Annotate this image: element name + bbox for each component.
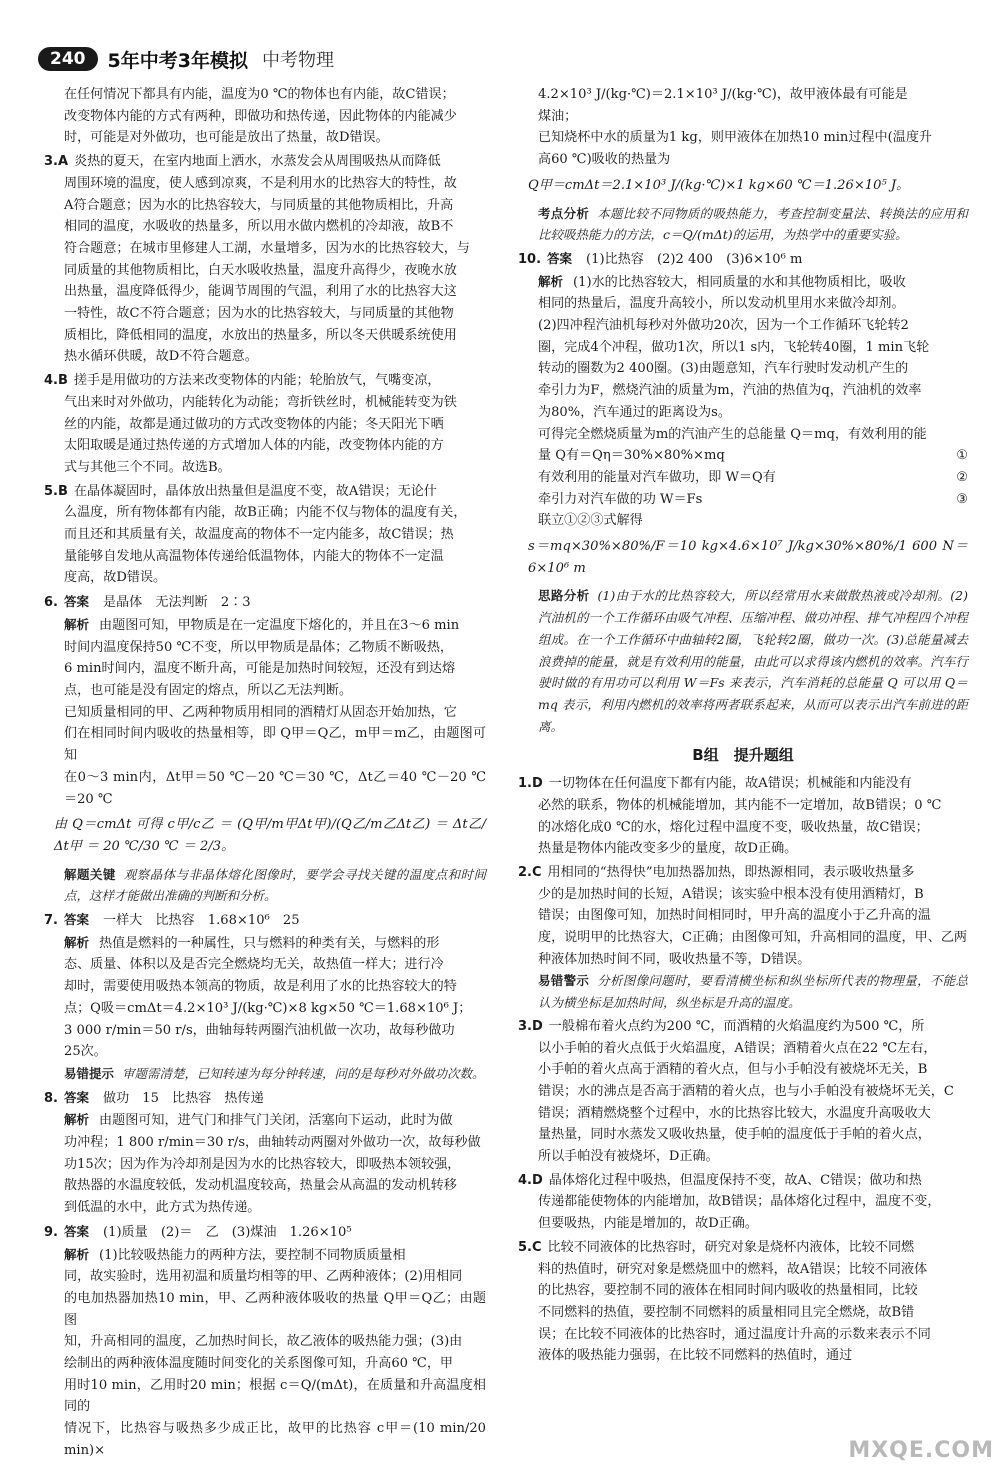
- text-line: 出热量，温度降低得少，能调节周围的气温，利用了水的比热容大这: [64, 284, 457, 300]
- text-line: 联立①②③式解得: [538, 513, 643, 529]
- text-line: 25次。: [64, 1044, 107, 1060]
- text-line: 错误；酒精燃烧整个过程中，水的比热容比较大，水温度升高吸收大: [538, 1105, 931, 1121]
- equation-mark: ①: [956, 448, 968, 464]
- answer-6: [44, 591, 486, 907]
- text-line: 晶体熔化过程中吸热，但温度保持不变，故A、C错误；做功和热: [548, 1172, 922, 1188]
- answer-number: 8.: [44, 1090, 58, 1106]
- text-line: 质相比，降低相同的温度，水放出的热量多，所以冬天供暖系统使用: [64, 327, 457, 343]
- text-line: 绘制出的两种液体温度随时间变化的关系图像可知，升高60 ℃，甲: [64, 1356, 454, 1372]
- text-line: 点，也可能是没有固定的熔点，所以乙无法判断。: [64, 682, 353, 698]
- answer-number: 10.: [518, 251, 542, 267]
- answer-value: (1)比热容 (2)2 400 (3)6×10⁶ m: [586, 251, 803, 267]
- answer-number: 6.: [44, 595, 58, 611]
- text-line: 由题图可知，进气门和排气门关闭，活塞向下运动，此时为做: [99, 1113, 453, 1129]
- answer-number: 2.C: [518, 864, 542, 880]
- answer-number: 7.: [44, 913, 58, 929]
- left-column: [44, 84, 486, 1458]
- text-line: 一特性，故C不符合题意；因为水的比热容较大，与同质量的其他物: [64, 306, 454, 322]
- text-line: (1)水的比热容较大，相同质量的水和其他物质相比，吸收: [573, 274, 906, 290]
- text-line: 点；Q吸＝cmΔt＝4.2×10³ J/(kg·℃)×8 kg×50 ℃＝1.68×10⁶ J；: [64, 1000, 472, 1016]
- text-line: 同，故实验时，选用初温和质量均相等的甲、乙两种液体；(2)用相同: [64, 1269, 463, 1285]
- text-line: 而且还和其质量有关，故温度高的物体不一定内能多，故C错误；热: [64, 527, 454, 543]
- text-line: 气出来时对外做功，内能转化为动能；弯折铁丝时，机械能转变为铁: [64, 394, 457, 410]
- analysis-tag: 解析: [64, 1112, 90, 1128]
- text-line: 在晶体凝固时，晶体放出热量但是温度不变，故A错误；无论什: [73, 483, 437, 499]
- text-line: 已知质量相同的甲、乙两种物质用相同的酒精灯从固态开始加热，它: [64, 704, 457, 720]
- text-line: 为80%，汽车通过的距离设为s。: [538, 404, 731, 420]
- text-line: 煤油；: [538, 108, 578, 124]
- note-tag: 易错警示: [538, 973, 590, 989]
- text-line: 在任何情况下都具有内能，温度为0 ℃的物体也有内能，故C错误；: [64, 87, 455, 102]
- equation-row: [518, 467, 968, 489]
- answer-b1: [518, 773, 968, 860]
- text-line: 小手帕的着火点高于酒精的着火点，但与小手帕没有被烧坏无关，B: [538, 1062, 928, 1078]
- equation-row: [518, 445, 968, 467]
- text-line: (2)四冲程汽油机每秒对外做功20次，因为一个工作循环飞轮转2: [538, 318, 909, 334]
- note-tag: 考点分析: [538, 205, 590, 221]
- text-line: 度高，故D错误。: [64, 570, 167, 586]
- text-line: 却时，需要使用吸热本领高的物质，故是利用了水的比热容较大的特: [64, 979, 457, 995]
- text-line: A符合题意；因为水的比热容较大，与同质量的其他物质相比，升高: [64, 197, 454, 213]
- text-line: 所以手帕没有被烧坏，D正确。: [538, 1149, 719, 1165]
- text-line: 种液体加热时间不同，吸收热量不等，D错误。: [538, 951, 811, 967]
- text-line: 搓手是用做功的方法来改变物体的内能；轮胎放气，气嘴变凉，: [73, 373, 441, 389]
- text-line: 3 000 r/min＝50 r/s，曲轴每转两圈汽油机做一次功，故每秒做功: [64, 1022, 455, 1038]
- note-text: 本题比较不同物质的吸热能力，考查控制变量法、转换法的应用和比较吸热能力的方法，c＝Q/(mΔt)的运用，为热学中的重要实验。: [538, 205, 968, 243]
- answer-tag: 答案: [63, 1089, 89, 1105]
- answer-value: 是晶体 无法判断 2∶3: [103, 595, 251, 611]
- page-header: [38, 44, 334, 74]
- text-line: 转动的圈数为2 400圈。(3)由题意知，汽车行驶时发动机产生的: [538, 361, 909, 377]
- text-line: 同质量的其他物质相比，白天水吸收热量，温度升高得少，夜晚水放: [64, 262, 457, 278]
- analysis-tag: 解析: [64, 616, 90, 632]
- text-line: 用时10 min，乙用时20 min；根据 c＝Q/(mΔt)，在质量和升高温度相同的: [64, 1377, 486, 1415]
- text-line: 4.2×10³ J/(kg·℃)＝2.1×10³ J/(kg·℃)，故甲液体最有可能是: [538, 87, 908, 102]
- text-line: 少的是加热时间的长短，A错误；该实验中根本没有使用酒精灯，B: [538, 886, 924, 902]
- analysis-tag: 解析: [64, 934, 90, 950]
- equation-text: 量 Q有＝Qη＝30%×80%×mq: [538, 448, 725, 464]
- text-line: 热值是燃料的一种属性，只与燃料的种类有关，与燃料的形: [99, 935, 440, 951]
- answer-tag: 答案: [63, 594, 89, 610]
- note-text: 审题需清楚，已知转速为每分钟转速，问的是每秒对外做功次数。: [122, 1065, 485, 1081]
- text-line: 相同的热量后，温度升高较小，所以发动机里用水来做冷却剂。: [538, 296, 905, 312]
- answer-number: 4.D: [518, 1172, 543, 1188]
- answer-tag: 答案: [547, 250, 573, 266]
- text-line: 符合题意；在城市里修建人工湖，水量增多，因为水的比热容较大，与: [64, 240, 470, 256]
- text-line: 改变物体内能的方式有两种，即做功和热传递，因此物体的内能减少: [64, 108, 457, 124]
- answer-tag: 答案: [63, 1223, 89, 1239]
- text-line: (1)比较吸热能力的两种方法，要控制不同物质质量相: [99, 1247, 406, 1263]
- answer-value: 一样大 比热容 1.68×10⁶ 25: [103, 913, 300, 929]
- text-line: 相同的温度，水吸收的热量多，所以用水做内燃机的冷却液，故B不: [64, 219, 454, 235]
- text-line: 量能够自发地从高温物体传递给低温物体，内能大的物体不一定温: [64, 548, 444, 564]
- text-line: 已知烧杯中水的质量为1 kg，则甲液体在加热10 min过程中(温度升: [538, 130, 933, 146]
- text-line: 散热器的水温度较低，发动机温度较高，热量会从高温的发动机转移: [64, 1178, 457, 1194]
- intro-block: [44, 84, 486, 149]
- answer-8: [44, 1087, 486, 1219]
- text-line: 度，说明甲的比热容大，C正确；由图像可知，升高相同的温度，甲、乙两: [538, 930, 968, 946]
- formula: 由 Q＝cmΔt 可得 c甲/c乙 ＝ (Q甲/m甲Δt甲)/(Q乙/m乙Δt乙) ＝ Δt乙/Δt甲 ＝ 20 ℃/30 ℃ ＝ 2/3。: [54, 817, 486, 854]
- answer-number: 3.A: [44, 154, 69, 170]
- text-line: 用相同的“热得快”电加热器加热，即热源相同，表示吸收热量多: [547, 864, 915, 880]
- text-line: 可得完全燃烧质量为m的汽油产生的总能量 Q＝mq，有效利用的能: [538, 426, 927, 442]
- site-watermark: MXQE.COM: [848, 1438, 994, 1463]
- text-line: 炎热的夏天，在室内地面上洒水，水蒸发会从周围吸热从而降低: [74, 154, 441, 170]
- book-title: 5年中考3年模拟: [107, 49, 248, 72]
- text-line: 一切物体在任何温度下都有内能，故A错误；机械能和内能没有: [548, 776, 912, 792]
- answer-4: [44, 370, 486, 479]
- analysis-tag: 解析: [538, 273, 564, 289]
- text-line: 太阳取暖是通过热传递的方式增加人体的内能，改变物体内能的方: [64, 438, 444, 454]
- text-line: 功15次；因为作为冷却剂是因为水的比热容较大，即吸热本领较强，: [64, 1156, 461, 1172]
- text-line: 热量是物体内能改变多少的量度，故D正确。: [538, 841, 798, 857]
- text-line: 液体的吸热能力强弱，在比较不同燃料的热值时，通过: [538, 1348, 853, 1364]
- text-line: 情况下，比热容与吸热多少成正比，故甲的比热容 c甲＝(10 min/20 min)×: [64, 1421, 486, 1458]
- text-line: 一般棉布着火点约为200 ℃，而酒精的火焰温度约为500 ℃，所: [548, 1018, 925, 1034]
- equation-mark: ②: [956, 469, 968, 485]
- section-title: B组 提升题组: [692, 746, 794, 765]
- text-line: 的电加热器加热10 min，甲、乙两种液体吸收的热量 Q甲＝Q乙；由题图: [64, 1290, 486, 1328]
- answer-number: 4.B: [44, 373, 68, 389]
- text-line: 传递都能使物体的内能增加，故B错误；晶体熔化过程中，温度不变，: [538, 1194, 941, 1210]
- text-line: 必然的联系，物体的机械能增加，其内能不一定增加，故B错误；0 ℃: [538, 797, 942, 813]
- text-line: 周围环境的温度，使人感到凉爽，不是利用水的比热容大的特性，故: [64, 175, 457, 191]
- answer-10: [518, 248, 968, 737]
- text-line: 量热量，同时水蒸发又吸收热量，使手帕的温度低于手帕的着火点，: [538, 1127, 931, 1143]
- equation-row: [518, 489, 968, 511]
- text-line: 们在相同时间内吸收的热量相等，即 Q甲＝Q乙，m甲＝m乙，由题图可知: [64, 726, 486, 764]
- answer-9: [44, 1221, 486, 1462]
- text-line: 的冰熔化成0 ℃的水，熔化过程中温度不变，吸收热量，故C错误；: [538, 819, 929, 835]
- text-line: 不同燃料的热值，要控制不同燃料的质量相同且完全燃烧，故B错: [538, 1304, 915, 1320]
- text-line: 么温度，所有物体都有内能，故B正确；内能不仅与物体的温度有关，: [64, 505, 467, 521]
- text-line: 式与其他三个不同。故选B。: [64, 459, 231, 475]
- answer-b2: [518, 862, 968, 1014]
- text-line: 态、质量、体积以及是否完全燃烧均无关，故热值一样大；进行冷: [64, 957, 444, 973]
- text-line: 的比热容，要控制不同的液体在相同时间内吸收的热量相同，比较: [538, 1283, 918, 1299]
- answer-value: (1)质量 (2)＝ 乙 (3)煤油 1.26×10⁵: [103, 1224, 352, 1240]
- note-text: 分析图像问题时，要看清横坐标和纵坐标所代表的物理量，不能总认为横坐标是加热时间，纵坐标是升高的温度。: [538, 973, 968, 1011]
- text-line: 高60 ℃)吸收的热量为: [538, 152, 671, 168]
- answer-b3: [518, 1016, 968, 1168]
- text-line: 比较不同液体的比热容时，研究对象是烧杯内液体，比较不同燃: [547, 1239, 915, 1255]
- answer-number: 5.B: [44, 483, 68, 499]
- note-text: (1)由于水的比热容较大，所以经常用水来做散热液或冷却剂。(2)汽油机的一个工作循环由吸气冲程、压缩冲程、做功冲程、排气冲程四个冲程组成。在一个工作循环中曲轴转2圈，飞轮转2圈，做功一次。(3)总能量减去浪费掉的能量，就是有效利用的能量，由此可以求得该内燃机的效率。汽车行驶时做的有用功可以利用 W＝Fs 来表示，汽车消耗的总能量 Q 可以用 Q＝mq 表示，利用内燃机的效率将两者联系起来，从而可以表示出汽车前进的距离。: [538, 588, 968, 734]
- answer-tag: 答案: [63, 912, 89, 928]
- analysis-tag: 解析: [64, 1246, 90, 1262]
- text-line: 由题图可知，甲物质是在一定温度下熔化的，并且在3～6 min: [99, 617, 460, 633]
- text-line: 丝的内能，故都是通过做功的方式改变物体的内能；冬天阳光下晒: [64, 416, 444, 432]
- formula: Q甲＝cmΔt＝2.1×10³ J/(kg·℃)×1 kg×60 ℃＝1.26×10⁵ J。: [528, 177, 910, 193]
- text-line: 时，可能是对外做功，也可能是放出了热量，故D错误。: [64, 130, 389, 146]
- text-line: 错误；水的沸点是否高于酒精的着火点，也与小手帕没有被烧坏无关，C: [538, 1083, 954, 1099]
- text-line: 料的热值时，研究对象是燃烧皿中的燃料，故A错误；比较不同液体: [538, 1261, 928, 1277]
- text-line: 6 min时间内，温度不断升高，可能是加热时间较短，还没有到达熔: [64, 661, 456, 677]
- equation-text: 牵引力对汽车做的功 W＝Fs: [538, 491, 703, 507]
- answer-number: 3.D: [518, 1018, 543, 1034]
- answer-number: 5.C: [518, 1239, 542, 1255]
- text-line: 热水循环供暖，故D不符合题意。: [64, 349, 258, 365]
- text-line: 误；在比较不同液体的比热容时，通过温度计升高的示数来表示不同: [538, 1326, 931, 1342]
- text-line: 圈，完成4个冲程，做功1次，所以1 s内，飞轮转40圈，1 min飞轮: [538, 339, 930, 355]
- answer-9-continued: [518, 84, 968, 246]
- text-line: 在0～3 min内，Δt甲＝50 ℃－20 ℃＝30 ℃，Δt乙＝40 ℃－20 ℃＝20 ℃: [64, 769, 486, 807]
- note-text: 观察晶体与非晶体熔化图像时，要学会寻找关键的温度点和时间点，这样才能做出准确的判断和分析。: [64, 866, 486, 904]
- page-number: 240: [38, 47, 98, 71]
- text-line: 到低温的水中，此方式为热传递。: [64, 1200, 261, 1216]
- text-line: 以小手帕的着火点低于火焰温度，A错误；酒精着火点在22 ℃左右，: [538, 1040, 937, 1056]
- text-line: 错误；由图像可知，加热时间相同时，甲升高的温度小于乙升高的温: [538, 908, 931, 924]
- text-line: 功冲程；1 800 r/min＝30 r/s，曲轴转动两圈对外做功一次，故每秒做: [64, 1135, 481, 1151]
- answer-number: 9.: [44, 1224, 58, 1240]
- answer-value: 做功 15 比热容 热传递: [103, 1090, 264, 1106]
- text-line: 牵引力为F，燃烧汽油的质量为m，汽油的热值为q，汽油机的效率: [538, 383, 922, 399]
- right-column: [518, 84, 968, 1434]
- note-tag: 易错提示: [64, 1065, 115, 1081]
- text-line: 但要吸热，内能是增加的，故D正确。: [538, 1216, 758, 1232]
- answer-b4: [518, 1170, 968, 1235]
- answer-number: 1.D: [518, 776, 543, 792]
- text-line: 知，升高相同的温度，乙加热时间长，故乙液体的吸热能力强；(3)由: [64, 1334, 463, 1350]
- equation-text: 有效利用的能量对汽车做功，即 W＝Q有: [538, 469, 776, 485]
- answer-7: [44, 909, 486, 1085]
- text-line: 时间内温度保持50 ℃不变，所以甲物质是晶体；乙物质不断吸热，: [64, 639, 454, 655]
- equation-mark: ③: [956, 491, 968, 507]
- formula: s＝mq×30%×80%/F＝10 kg×4.6×10⁷ J/kg×30%×80%/1 600 N＝6×10⁶ m: [528, 539, 968, 576]
- answer-3: [44, 151, 486, 368]
- answer-b5: [518, 1237, 968, 1367]
- book-subject: 中考物理: [261, 50, 334, 71]
- answer-5: [44, 481, 486, 590]
- note-tag: 思路分析: [538, 588, 590, 604]
- note-tag: 解题关键: [64, 866, 116, 882]
